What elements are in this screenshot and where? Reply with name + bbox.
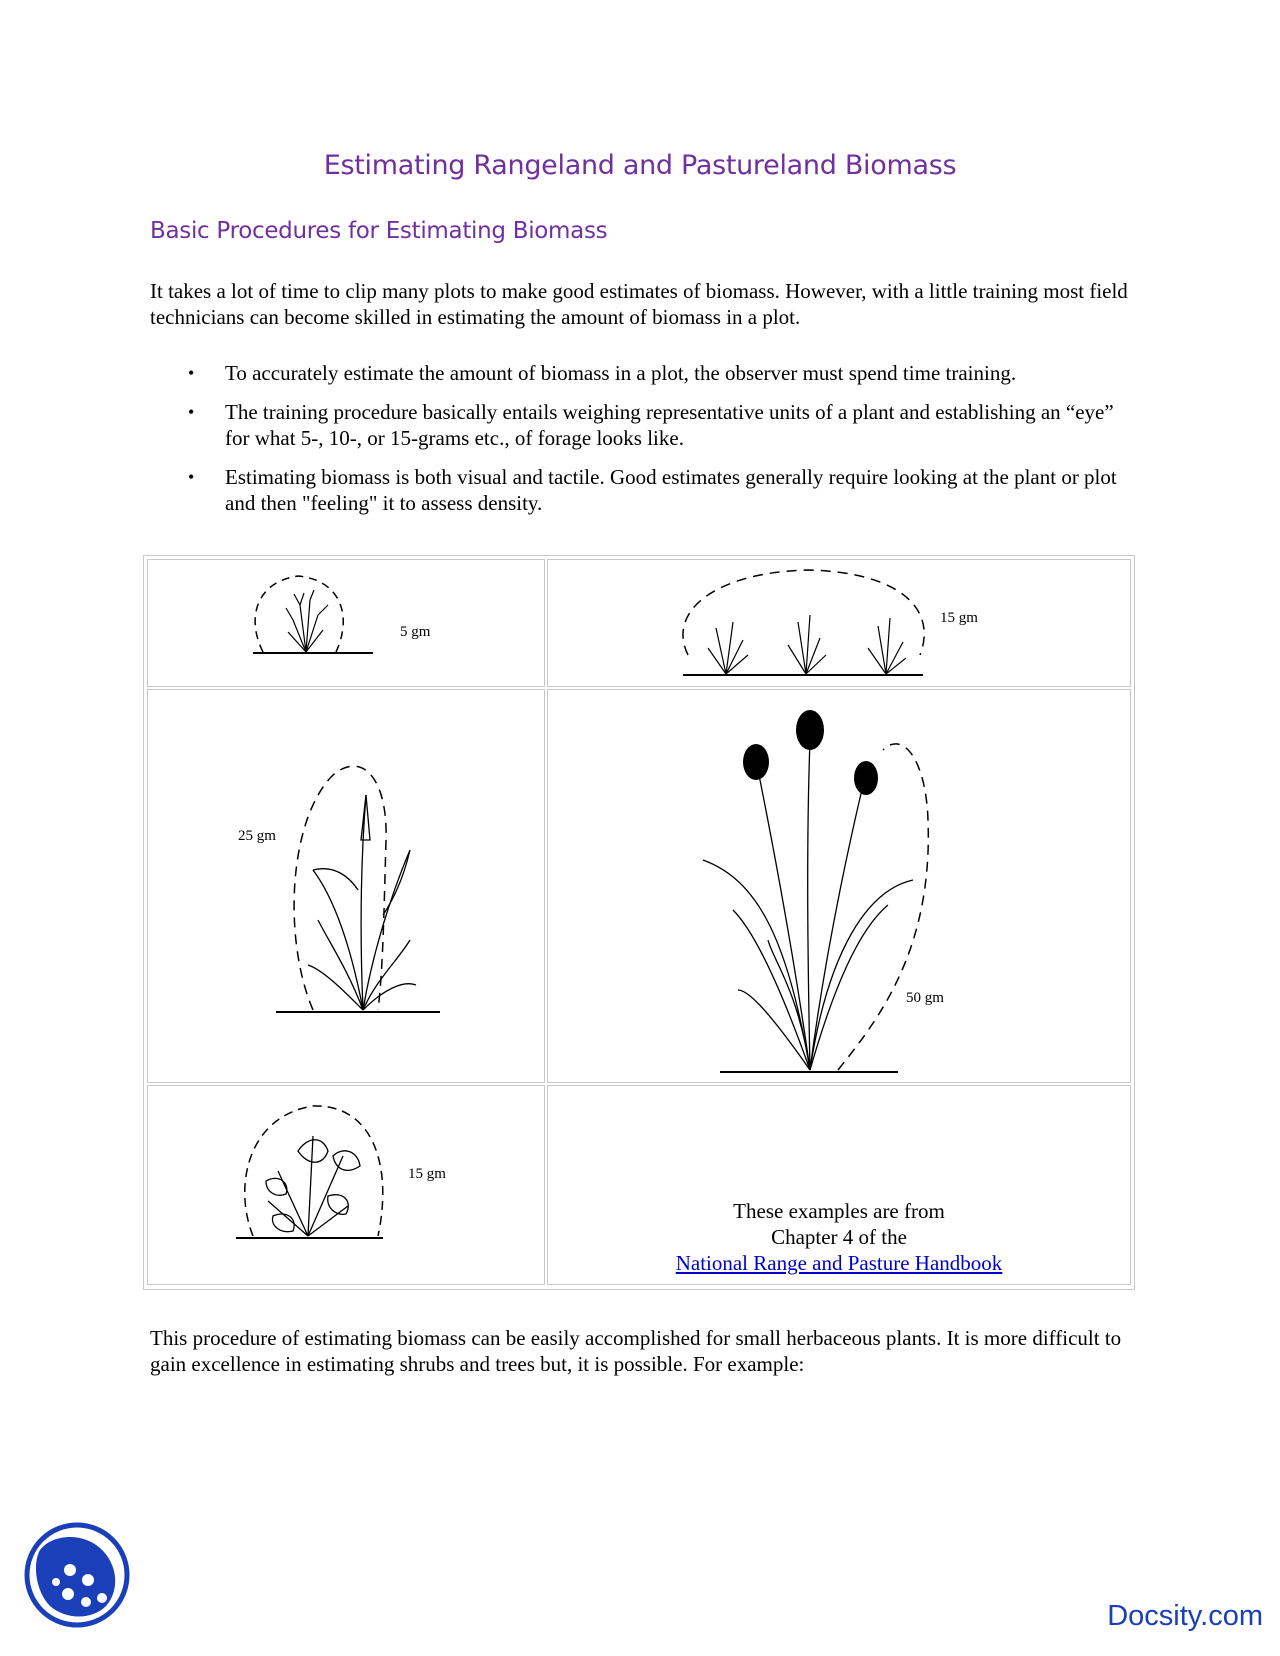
figure-cell-15gm-forb xyxy=(147,1085,545,1285)
bullet-text: The training procedure basically entails weighing representative units of a plant and establishing an “eye” for what 5-, 10-, or 15-grams etc., of forage looks like. xyxy=(225,400,1114,450)
plant-5gm-illustration xyxy=(148,560,545,687)
section-heading: Basic Procedures for Estimating Biomass xyxy=(150,218,608,244)
docsity-logo-icon xyxy=(22,1520,132,1630)
bullet-icon: • xyxy=(188,402,195,422)
caption-line-2: Chapter 4 of the xyxy=(771,1225,907,1249)
label-15gm-forb: 15 gm xyxy=(408,1166,446,1182)
label-50gm: 50 gm xyxy=(906,990,944,1006)
label-5gm: 5 gm xyxy=(400,624,431,640)
bullet-text: To accurately estimate the amount of biomass in a plot, the observer must spend time training. xyxy=(225,361,1017,385)
handbook-link[interactable]: National Range and Pasture Handbook xyxy=(675,1251,1003,1275)
closing-paragraph: This procedure of estimating biomass can be easily accomplished for small herbaceous plants. It is more difficult to gain excellence in estimating shrubs and trees but, it is possible. For example: xyxy=(150,1326,1122,1376)
plant-15gm-grasses-illustration xyxy=(548,560,1131,687)
figure-caption xyxy=(548,1198,1130,1276)
figure-cell-15gm-grasses xyxy=(547,559,1131,687)
intro-paragraph: It takes a lot of time to clip many plots to make good estimates of biomass. However, with a little training most field technicians can become skilled in estimating the amount of biomass in a plot. xyxy=(150,279,1128,329)
figure-caption-cell xyxy=(547,1085,1131,1285)
label-15gm: 15 gm xyxy=(940,610,978,626)
bullet-text: Estimating biomass is both visual and tactile. Good estimates generally require looking at the plant or plot and then "feeling" it to assess density. xyxy=(225,465,1117,515)
bullet-list xyxy=(150,360,1140,529)
caption-line-1: These examples are from xyxy=(733,1199,945,1223)
figure-cell-25gm xyxy=(147,689,545,1083)
list-item xyxy=(150,464,1140,516)
list-item xyxy=(150,360,1140,386)
figure-cell-50gm xyxy=(547,689,1131,1083)
figure-cell-5gm xyxy=(147,559,545,687)
document-title: Estimating Rangeland and Pastureland Biomass xyxy=(323,150,957,181)
plant-50gm-illustration xyxy=(548,690,1131,1083)
list-item xyxy=(150,399,1140,451)
bullet-icon: • xyxy=(188,467,195,487)
figure-table xyxy=(143,555,1135,1290)
plant-15gm-forb-illustration xyxy=(148,1086,545,1285)
plant-25gm-illustration xyxy=(148,690,545,1083)
bullet-icon: • xyxy=(188,363,195,383)
docsity-watermark: Docsity.com xyxy=(1107,1600,1263,1632)
label-25gm: 25 gm xyxy=(238,828,276,844)
